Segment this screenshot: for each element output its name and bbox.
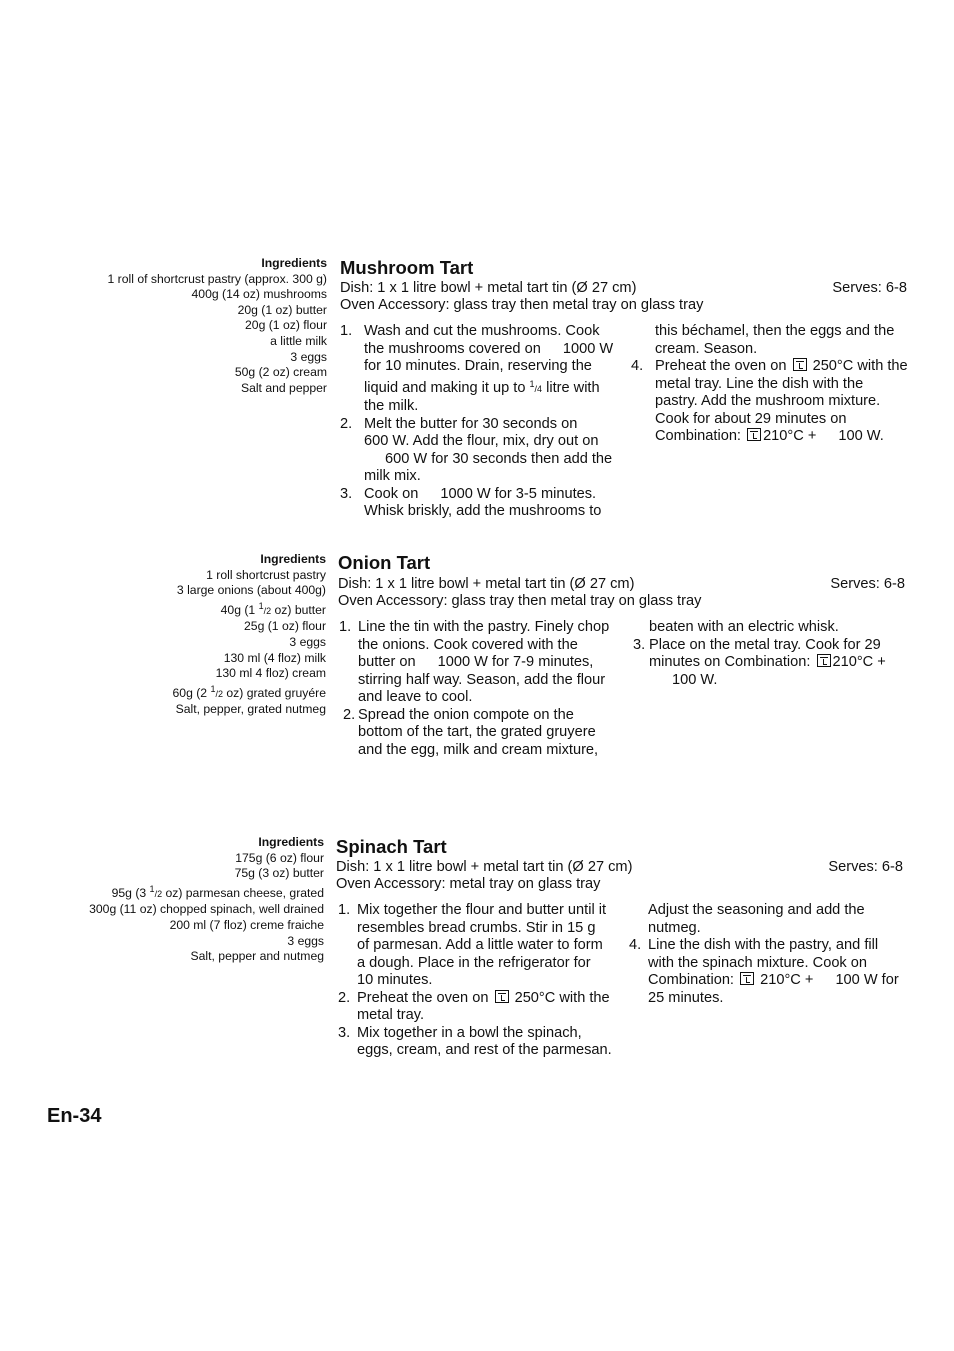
ingredient-item: 20g (1 oz) butter [237,302,327,317]
ingredient-text: oz) butter [271,602,326,617]
method-column-left [340,323,630,521]
step-line: stirring half way. Season, add the flour [358,671,606,688]
ingredient-item [0,882,324,903]
step-text: 1000 W [562,340,614,357]
step-line: eggs, cream, and rest of the parmesan. [357,1042,612,1058]
dish-info: Dish: 1 x 1 litre bowl + metal tart tin (Ø 27 cm) [340,280,637,296]
recipe-title-onion: Onion Tart [338,552,431,573]
step-text: litre with [542,379,600,396]
step-line: Cook for about 29 minutes on [655,410,847,427]
step-line: milk mix. [364,468,421,484]
ingredient-item: 1 roll of shortcrust pastry (approx. 300 g) [107,271,327,286]
step-number: 1. [338,902,351,918]
method-step [629,937,919,1007]
step-line: and the egg, milk and cream mixture, [358,741,599,758]
ingredients-heading: Ingredients [261,256,327,270]
step-text: 1000 W for 7-9 minutes, [437,654,594,670]
step-line [358,654,629,672]
oven-accessory-info: Oven Accessory: metal tray on glass tray [336,876,601,892]
step-text: 1000 W for 3-5 minutes. [440,485,597,502]
step-line [364,376,630,399]
ingredient-item: Salt, pepper and nutmeg [190,949,324,964]
ingredient-text: 60g (2 [172,685,211,700]
spinach-ingredients [0,835,324,965]
step-line: this béchamel, then the eggs and the [655,323,895,339]
ingredient-item [0,682,326,703]
step-number: 3. [338,1024,351,1041]
step-number: 2. [338,989,351,1006]
serves-info: Serves: 6-8 [828,859,903,875]
step-line [364,486,630,504]
step-line: pastry. Add the mushroom mixture. [655,393,881,409]
step-text: the mushrooms covered on [364,340,541,357]
step-continuation [631,323,916,358]
method-column-right [631,323,916,446]
ingredient-item: 25g (1 oz) flour [244,619,326,634]
ingredient-item: 20g (1 oz) flour [245,318,327,333]
ingredient-text: 40g (1 [220,602,259,617]
serves-info: Serves: 6-8 [830,576,905,592]
step-number: 4. [631,358,644,374]
step-line: a dough. Place in the refrigerator for [357,954,591,971]
step-continuation [633,619,918,637]
step-text: Combination: [655,428,741,444]
step-number: 2. [343,706,356,723]
page-number: En-34 [47,1105,102,1127]
dish-info: Dish: 1 x 1 litre bowl + metal tart tin (Ø 27 cm) [336,859,633,875]
recipe-title-mushroom: Mushroom Tart [340,257,474,278]
step-line: Melt the butter for 30 seconds on [364,415,578,432]
ingredient-item: 3 eggs [287,933,324,948]
ingredient-item: 300g (11 oz) chopped spinach, well drained [89,902,324,917]
step-line [655,428,916,446]
step-line: Place on the metal tray. Cook for 29 [649,636,881,653]
step-number: 4. [629,937,642,953]
oven-accessory-info: Oven Accessory: glass tray then metal tray on glass tray [338,593,702,609]
step-line: the milk. [364,398,419,414]
step-line: Whisk briskly, add the mushrooms to [364,503,602,519]
step-line: the onions. Cook covered with the [358,636,578,653]
ingredient-text: 95g (3 [111,885,150,900]
ingredient-item: 400g (14 oz) mushrooms [191,287,327,302]
method-step [339,619,629,707]
step-line: beaten with an electric whisk. [649,619,839,635]
method-step [631,358,916,446]
step-line: Line the dish with the pastry, and fill [648,937,879,953]
method-step [340,486,630,521]
step-line [649,654,918,672]
method-step [633,637,918,690]
step-line: Mix together the flour and butter until it [357,902,607,918]
step-line: of parmesan. Add a little water to form [357,937,603,953]
ingredient-item: a little milk [270,333,327,348]
step-line: 100 W. [672,671,718,688]
fraction-numerator: 1 [529,378,535,389]
serves-info: Serves: 6-8 [832,280,907,296]
step-continuation [629,902,919,937]
step-line: Adjust the seasoning and add the [648,902,865,918]
step-text: Preheat the oven on [655,358,787,374]
step-line: for 10 minutes. Drain, reserving the [364,358,592,374]
mushroom-ingredients [0,256,327,396]
step-text: 210°C + [832,654,886,670]
fraction-numerator: 1 [149,883,155,894]
ingredients-heading: Ingredients [260,552,326,566]
step-line: Mix together in a bowl the spinach, [357,1024,582,1041]
step-line: resembles bread crumbs. Stir in 15 g [357,919,596,936]
step-line: Wash and cut the mushrooms. Cook [364,323,600,339]
oven-combination-icon [747,428,761,441]
step-line: metal tray. [357,1007,425,1023]
method-step [339,707,629,760]
ingredient-item: 175g (6 oz) flour [235,850,324,865]
step-line: bottom of the tart, the grated gruyere [358,724,596,740]
step-line [364,341,630,359]
step-line: Spread the onion compote on the [358,706,574,723]
step-text: minutes on Combination: [649,654,811,670]
method-step [338,902,630,990]
step-number: 1. [340,323,353,339]
ingredient-item: 3 eggs [290,349,327,364]
step-text: 250°C with the [514,989,610,1006]
method-step [338,990,630,1025]
recipe-title-spinach: Spinach Tart [336,836,447,857]
fraction-numerator: 1 [258,600,264,611]
method-step [338,1025,630,1060]
ingredient-item: 130 ml (4 floz) milk [223,650,326,665]
step-text: Cook on [364,485,419,502]
oven-combination-icon [793,358,807,371]
step-text: 100 W for [835,972,899,988]
step-line: 600 W for 30 seconds then add the [385,450,613,467]
step-text: 250°C with the [812,358,908,374]
ingredient-text: oz) parmesan cheese, grated [162,885,324,900]
fraction-numerator: 1 [210,683,216,694]
fraction-denominator: /4 [534,383,543,394]
ingredient-item: 200 ml (7 floz) creme fraiche [169,917,324,932]
oven-combination-icon [495,990,509,1003]
step-number: 1. [339,619,352,635]
fraction-denominator: /2 [215,688,224,699]
step-line: metal tray. Line the dish with the [655,375,864,392]
ingredient-item: Salt and pepper [240,380,327,395]
method-column-right [629,902,919,1007]
step-text: 210°C + [763,428,817,444]
step-line: Line the tin with the pastry. Finely chop [358,619,610,635]
step-line: with the spinach mixture. Cook on [648,954,868,971]
step-line: nutmeg. [648,919,701,936]
step-text: Preheat the oven on [357,989,489,1006]
step-text: liquid and making it up to [364,379,530,396]
oven-accessory-info: Oven Accessory: glass tray then metal tray on glass tray [340,297,704,313]
step-text: butter on [358,654,416,670]
dish-info: Dish: 1 x 1 litre bowl + metal tart tin (Ø 27 cm) [338,576,635,592]
method-step [340,416,630,486]
ingredient-item [0,599,326,620]
onion-ingredients [0,552,326,718]
fraction-denominator: /2 [154,888,163,899]
ingredient-item: 1 roll shortcrust pastry [206,567,326,582]
ingredient-item: 3 large onions (about 400g) [176,583,326,598]
step-line: cream. Season. [655,340,758,357]
step-line [357,990,630,1008]
ingredients-heading: Ingredients [258,835,324,849]
step-line [648,972,919,990]
step-number: 2. [340,415,353,432]
oven-combination-icon [740,972,754,985]
step-line: 600 W. Add the flour, mix, dry out on [364,433,599,449]
method-column-right [633,619,918,689]
ingredient-item: 130 ml 4 floz) cream [215,666,326,681]
step-number: 3. [633,636,646,653]
fraction-denominator: /2 [263,605,272,616]
step-text: 210°C + [760,972,814,988]
step-line: and leave to cool. [358,689,473,705]
method-column-left [338,902,630,1060]
method-step [340,323,630,416]
step-line: 25 minutes. [648,989,724,1006]
ingredient-item: 50g (2 oz) cream [234,365,327,380]
method-column-left [339,619,629,759]
oven-combination-icon [817,654,831,667]
ingredient-item: 75g (3 oz) butter [234,866,324,881]
step-number: 3. [340,485,353,502]
ingredient-item: Salt, pepper, grated nutmeg [175,702,326,717]
ingredient-text: oz) grated gruyére [223,685,326,700]
step-text: 100 W. [838,428,884,444]
step-line: 10 minutes. [357,972,433,988]
step-line [655,358,916,376]
step-text: Combination: [648,972,734,988]
ingredient-item: 3 eggs [289,634,326,649]
